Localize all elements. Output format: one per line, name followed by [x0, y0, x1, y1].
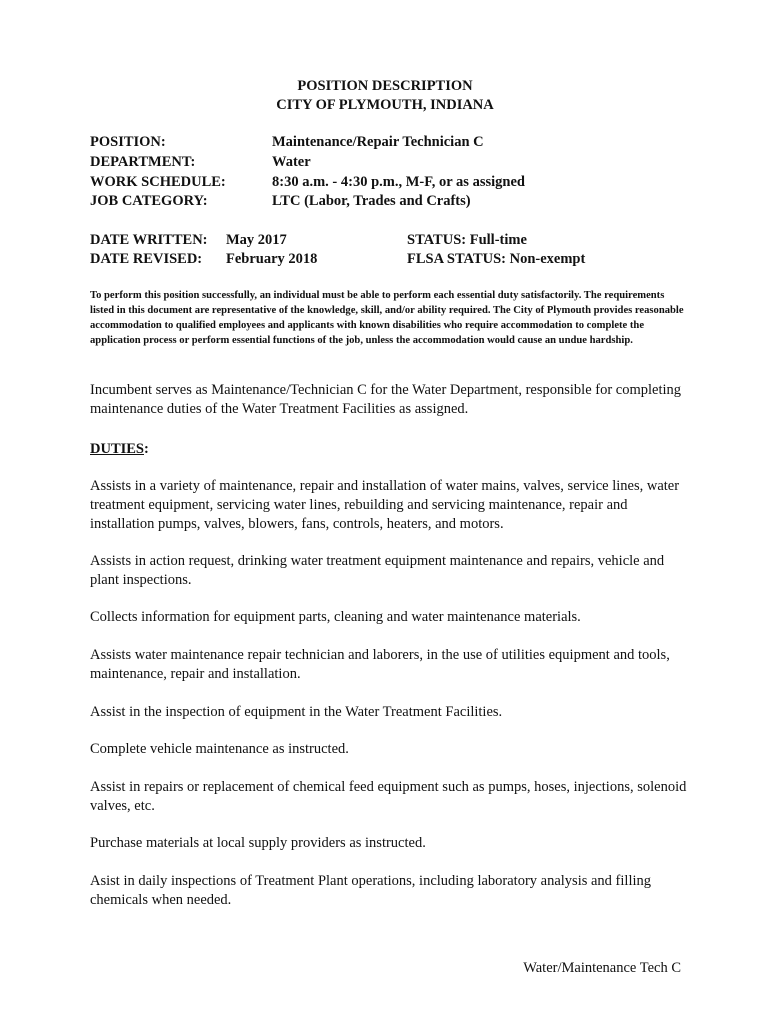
field-value: LTC (Labor, Trades and Crafts): [272, 193, 471, 209]
duties-heading: [90, 440, 149, 459]
field-label: WORK SCHEDULE:: [90, 174, 226, 190]
date-revised-row: [90, 249, 317, 269]
doc-title: POSITION DESCRIPTION: [297, 78, 473, 94]
intro-paragraph: Incumbent serves as Maintenance/Technician C for the Water Department, responsible for completing maintenance duties of the Water Treatment Facilities as assigned.: [90, 382, 682, 417]
duty-item: Assist in the inspection of equipment in the Water Treatment Facilities.: [90, 704, 503, 720]
field-label: DEPARTMENT:: [90, 154, 196, 170]
duty-item: Assist in repairs or replacement of chemical feed equipment such as pumps, hoses, injections, solenoid valves, etc.: [90, 779, 687, 814]
date-written-row: [90, 230, 287, 250]
flsa-status-text: FLSA STATUS: Non-exempt: [407, 251, 586, 267]
duty-item: Complete vehicle maintenance as instructed.: [90, 741, 349, 757]
field-label: POSITION:: [90, 134, 166, 150]
field-value: Water: [272, 154, 311, 170]
field-value: 8:30 a.m. - 4:30 p.m., M-F, or as assigned: [272, 174, 525, 190]
field-department: [90, 152, 311, 172]
page-footer: Water/Maintenance Tech C: [523, 960, 681, 976]
duty-item: Asist in daily inspections of Treatment Plant operations, including laboratory analysis and filling chemicals when needed.: [90, 873, 651, 908]
duties-heading-text: DUTIES: [90, 441, 144, 457]
duty-item: Purchase materials at local supply providers as instructed.: [90, 835, 426, 851]
date-written-label: DATE WRITTEN:: [90, 232, 208, 248]
duty-item: Assists water maintenance repair technician and laborers, in the use of utilities equipment and tools, maintenance, repair and installation.: [90, 647, 670, 682]
doc-subtitle: CITY OF PLYMOUTH, INDIANA: [276, 97, 494, 113]
field-label: JOB CATEGORY:: [90, 193, 208, 209]
status-text: STATUS: Full-time: [407, 232, 527, 248]
duty-item: Assists in action request, drinking water treatment equipment maintenance and repairs, vehicle and plant inspections.: [90, 553, 665, 588]
date-revised-value: February 2018: [226, 251, 318, 267]
date-revised-label: DATE REVISED:: [90, 251, 203, 267]
accommodation-notice: To perform this position successfully, an individual must be able to perform each essential duty satisfactorily. The requirements listed in this document are representative of the knowledge, skill, and/or ability required. The City of Plymouth provides reasonable accommodation to qualified employees and applicants with known disabilities who require accommodation to complete the application process or perform essential functions of the job, unless the accommodation would cause an undue hardship.: [90, 290, 684, 346]
date-written-value: May 2017: [226, 232, 287, 248]
field-value: Maintenance/Repair Technician C: [272, 134, 484, 150]
duty-item: Assists in a variety of maintenance, repair and installation of water mains, valves, service lines, water treatment equipment, servicing water lines, rebuilding and servicing maintenance, repair and installation pumps, valves, blowers, fans, controls, heaters, and motors.: [90, 478, 680, 532]
field-job-category: [90, 191, 471, 211]
field-work-schedule: [90, 172, 525, 192]
duty-item: Collects information for equipment parts, cleaning and water maintenance materials.: [90, 609, 581, 625]
duties-heading-colon: :: [144, 441, 149, 457]
field-position: [90, 132, 484, 152]
